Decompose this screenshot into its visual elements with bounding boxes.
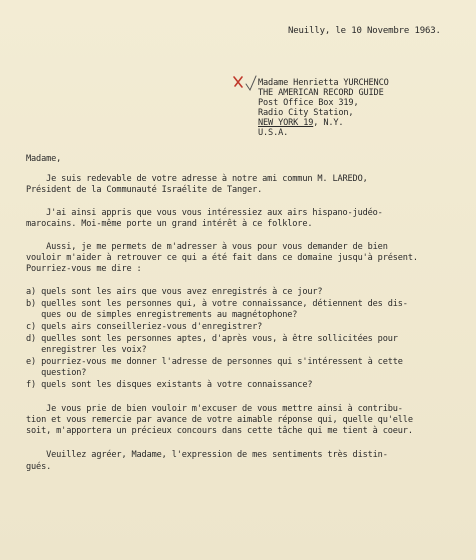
paragraph-line: Président de la Communauté Israélite de Tanger.	[26, 185, 263, 195]
paragraph-line: Pourriez-vous me dire :	[26, 264, 142, 274]
closing-line: tion et vous remercie par avance de votre aimable réponse qui, quelle qu'elle	[26, 415, 413, 425]
letter-date: Neuilly, le 10 Novembre 1963.	[288, 26, 441, 36]
address-line-station: Radio City Station,	[258, 108, 354, 118]
question-b: b) quelles sont les personnes qui, à votre connaissance, détiennent des dis-	[26, 299, 408, 309]
question-c: c) quels airs conseilleriez-vous d'enregistrer?	[26, 322, 263, 332]
address-state: , N.Y.	[313, 118, 344, 128]
closing-line: soit, m'apportera un précieux concours dans cette tâche qui me tient à coeur.	[26, 426, 413, 436]
question-d-cont: enregistrer les voix?	[26, 345, 147, 355]
address-line-po-box: Post Office Box 319,	[258, 98, 359, 108]
paragraph-line: vouloir m'aider à retrouver ce qui a été fait dans ce domaine jusqu'à présent.	[26, 253, 418, 263]
address-line-company: THE AMERICAN RECORD GUIDE	[258, 88, 384, 98]
question-d: d) quelles sont les personnes aptes, d'après vous, à être sollicitées pour	[26, 334, 398, 344]
question-e: e) pourriez-vous me donner l'adresse de personnes qui s'intéressent à cette	[26, 357, 403, 367]
paragraph-line: Aussi, je me permets de m'adresser à vous pour vous demander de bien	[26, 242, 388, 252]
closing-line: Veuillez agréer, Madame, l'expression de mes sentiments très distin-	[26, 450, 388, 460]
question-f: f) quels sont les disques existants à votre connaissance?	[26, 380, 313, 390]
question-a: a) quels sont les airs que vous avez enregistrés à ce jour?	[26, 287, 323, 297]
closing-line: gués.	[26, 462, 52, 472]
paragraph-line: marocains. Moi-même porte un grand intérêt à ce folklore.	[26, 219, 313, 229]
closing-line: Je vous prie de bien vouloir m'excuser de vous mettre ainsi à contribu-	[26, 404, 403, 414]
question-b-cont: ques ou de simples enregistrements au magnétophone?	[26, 310, 298, 320]
address-city: NEW YORK 19	[258, 118, 314, 128]
address-line-country: U.S.A.	[258, 128, 289, 138]
salutation: Madame,	[26, 154, 62, 164]
address-line-name: Madame Henrietta YURCHENCO	[258, 78, 389, 88]
paragraph-line: Je suis redevable de votre adresse à notre ami commun M. LAREDO,	[26, 174, 368, 184]
question-e-cont: question?	[26, 368, 87, 378]
red-check-mark	[232, 73, 258, 95]
paragraph-line: J'ai ainsi appris que vous vous intéressiez aux airs hispano-judéo-	[26, 208, 383, 218]
address-line-city	[258, 118, 343, 128]
